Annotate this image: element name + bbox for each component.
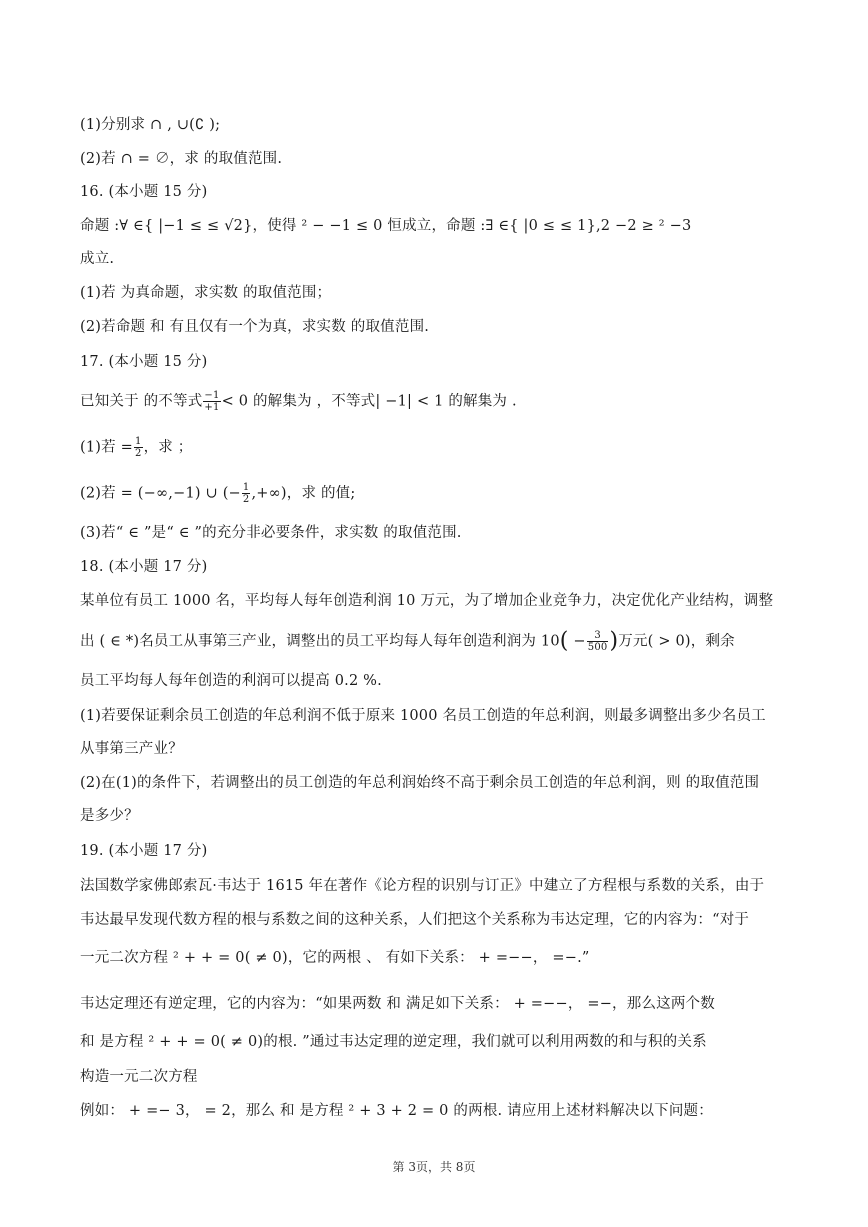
q17-header: 17. (本小题 15 分) — [80, 354, 208, 370]
page-footer: 第 3页，共 8页 — [392, 1160, 476, 1174]
q18-line2: 出 ( ∈ *)名员工从事第三产业，调整出的员工平均每人每年创造利润为 10( − $\frac{3}{500}$ )万元( > 0)，剩余 — [80, 628, 735, 654]
q19-line5: 和 是方程 ² + + = 0( ≠ 0)的根. ”通过韦达定理的逆定理，我们就可以利用两数的和与积的关系 — [80, 1034, 707, 1050]
q17-fraction-den: +1 — [204, 402, 220, 413]
q17-part1-b: ，求 ； — [143, 439, 193, 456]
q19-line4: 韦达定理还有逆定理，它的内容为：“如果两数 和 满足如下关系： + =−−， =−，那么这两个数 — [80, 996, 715, 1012]
q18-part2a: (2)在(1)的条件下，若调整出的员工创造的年总利润始终不高于剩余员工创造的年总利润，则 的取值范围 — [80, 775, 760, 791]
q18-fraction-den: 500 — [587, 642, 608, 653]
q16-part2: (2)若命题 和 有且仅有一个为真，求实数 的取值范围. — [80, 319, 430, 335]
q16-statement-cont: 成立. — [80, 251, 115, 267]
q16-part1: (1)若 为真命题，求实数 的取值范围； — [80, 285, 332, 301]
q17-part1-num: 1 — [135, 436, 142, 447]
q17-fraction-num: −1 — [204, 390, 220, 401]
q17-fraction — [203, 390, 220, 413]
q18-part2b: 是多少？ — [80, 808, 139, 824]
q19-line1: 法国数学家佛郎索瓦·韦达于 1615 年在著作《论方程的识别与订正》中建立了方程根与系数的关系，由于 — [80, 878, 765, 894]
q17-part2-b: ,+∞)，求 的值; — [251, 485, 356, 502]
q18-part1a: (1)若要保证剩余员工创造的年总利润不低于原来 1000 名员工创造的年总利润，则最多调整出多少名员工 — [80, 708, 766, 724]
q19-line7: 例如： + =− 3， = 2，那么 和 是方程 ² + 3 + 2 = 0 的两根. 请应用上述材料解决以下问题： — [80, 1103, 713, 1119]
q18-line2-b: 万元( > 0)，剩余 — [618, 633, 735, 650]
q16-statement: 命题 :∀ ∈{ |−1 ≤ ≤ √2}，使得 ² − −1 ≤ 0 恒成立，命题 :∃ ∈{ |0 ≤ ≤ 1},2 −2 ≥ ² −3 — [80, 218, 692, 234]
q17-part2-fraction — [242, 482, 251, 505]
q17-intro-a: 已知关于 的不等式 — [80, 393, 203, 410]
q18-line1: 某单位有员工 1000 名，平均每人每年创造利润 10 万元，为了增加企业竞争力，决定优化产业结构，调整 — [80, 593, 774, 609]
q17-intro-b: < 0 的解集为 ，不等式| −1| < 1 的解集为 . — [221, 393, 517, 410]
q17-intro — [80, 390, 808, 413]
q18-paren-left: ( — [559, 628, 569, 654]
q19-header: 19. (本小题 17 分) — [80, 843, 208, 859]
q18-header: 18. (本小题 17 分) — [80, 559, 208, 575]
q17-part1-den: 2 — [135, 448, 142, 459]
q17-part2-num: 1 — [242, 482, 250, 493]
q17-part3: (3)若“ ∈ ”是“ ∈ ”的充分非必要条件，求实数 的取值范围. — [80, 525, 462, 541]
q18-paren-right: ) — [609, 628, 619, 654]
line-15-part2: (2)若 ∩ = ∅，求 的取值范围. — [80, 151, 283, 167]
q17-part2-a: (2)若 = (−∞,−1) ∪ (− — [80, 485, 241, 502]
q18-fraction — [587, 630, 609, 653]
q19-line2: 韦达最早发现代数方程的根与系数之间的这种关系，人们把这个关系称为韦达定理，它的内容为：“对于 — [80, 912, 750, 928]
q17-part1 — [80, 436, 808, 459]
q18-part1b: 从事第三产业？ — [80, 741, 183, 757]
line-15-part1: (1)分别求 ∩ , ∪(∁ ); — [80, 117, 221, 133]
q17-part1-a: (1)若 = — [80, 439, 133, 456]
q17-part1-fraction — [134, 436, 143, 459]
q18-line2-a: 出 ( ∈ *)名员工从事第三产业，调整出的员工平均每人每年创造利润为 10 — [80, 633, 560, 650]
q18-line3: 员工平均每人每年创造的利润可以提高 0.2 %. — [80, 673, 382, 689]
q16-header: 16. (本小题 15 分) — [80, 184, 208, 200]
q17-part2-den: 2 — [242, 494, 250, 505]
q17-part2 — [80, 482, 808, 505]
q19-line6: 构造一元二次方程 — [80, 1069, 198, 1085]
q18-fraction-num: 3 — [587, 630, 609, 642]
q19-line3: 一元二次方程 ² + + = 0( ≠ 0)，它的两根 、 有如下关系： + =−−， =−.” — [80, 950, 590, 966]
